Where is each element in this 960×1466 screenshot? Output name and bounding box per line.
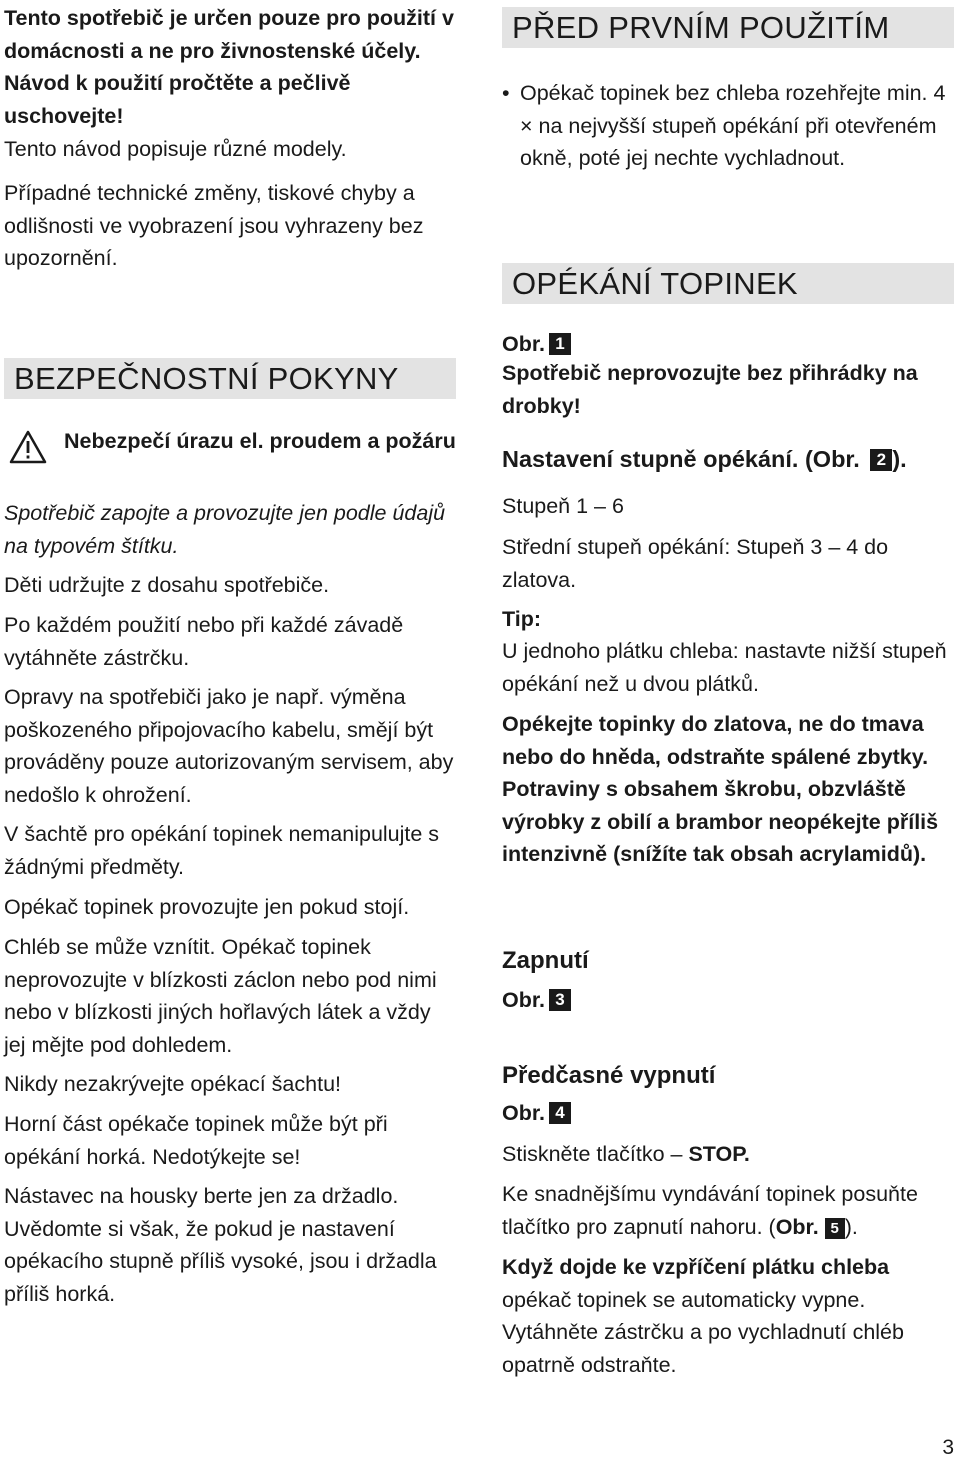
hot-top-note: Horní část opékače topinek může být při opékání horká. Nedotýkejte se! (4, 1112, 388, 1169)
tip-text: U jednoho plátku chleba: nastavte nižší stupeň opékání než u dvou plátků. (502, 639, 947, 696)
figure-number-badge: 4 (549, 1102, 571, 1124)
jam-note (502, 1251, 954, 1381)
crumb-tray-warning: Spotřebič neprovozujte bez přihrádky na drobky! (502, 361, 918, 418)
figure-number-badge: 1 (549, 333, 571, 355)
obr-label: Obr. (775, 1214, 819, 1239)
before-first-use-heading: PŘED PRVNÍM POUŽITÍM (502, 7, 954, 48)
intro-models-note: Tento návod popisuje různé modely. (4, 137, 347, 161)
figure-number-badge: 5 (825, 1218, 845, 1239)
toasting-heading: OPÉKÁNÍ TOPINEK (502, 263, 954, 304)
obr-label: Obr. (502, 1101, 546, 1125)
bun-rack-note: Nástavec na housky berte jen za držadlo. Uvědomte si však, že pokud je nastavení opékacího stupně příliš vysoké, jsou i držadla příliš horká. (4, 1184, 437, 1306)
intro-usage-note: Tento spotřebič je určen pouze pro použití v domácnosti a ne pro živnostenské účely. Návod k použití pročtěte a pečlivě uschovejte! (4, 6, 454, 128)
easy-remove-note (502, 1178, 954, 1243)
early-off-heading: Předčasné vypnutí (502, 1062, 716, 1089)
safety-heading: BEZPEČNOSTNÍ POKYNY (4, 358, 456, 399)
children-note: Děti udržujte z dosahu spotřebiče. (4, 573, 330, 597)
setting-heading-text: Nastavení stupně opékání. (Obr. (502, 446, 860, 472)
figure-number-badge: 3 (549, 989, 571, 1011)
page-number: 3 (942, 1436, 954, 1459)
jam-text: opékač topinek se automaticky vypne. Vytáhněte zástrčku a po vychladnutí chléb opatrně odstraňte. (502, 1287, 904, 1377)
setting-heading (502, 442, 954, 476)
stop-instruction-text: Stiskněte tlačítko – (502, 1142, 683, 1166)
tip-label: Tip: (502, 607, 542, 631)
switch-on-heading: Zapnutí (502, 947, 589, 974)
bread-fire-note: Chléb se může vznítit. Opékač topinek neprovozujte v blízkosti záclon nebo pod nimi nebo v blízkosti jiných hořlavých látek a vždy jej mějte pod dohledem. (4, 935, 437, 1057)
fig1-reference (502, 328, 571, 361)
figure-number-badge: 2 (870, 449, 892, 471)
medium-level-note: Střední stupeň opékání: Stupeň 3 – 4 do zlatova. (502, 535, 889, 592)
fig3-reference (502, 984, 571, 1017)
close-paren: ). (892, 446, 907, 472)
intro-changes-note: Případné technické změny, tiskové chyby a odlišnosti ve vyobrazení jsou vyhrazeny bez upozornění. (4, 181, 424, 270)
unplug-note: Po každém použití nebo při každé závadě vytáhněte zástrčku. (4, 613, 404, 670)
rating-plate-note: Spotřebič zapojte a provozujte jen podle údajů na typovém štítku. (4, 501, 446, 558)
upright-note: Opékač topinek provozujte jen pokud stojí. (4, 895, 410, 919)
stop-instruction (502, 1138, 954, 1171)
obr-label: Obr. (502, 332, 546, 356)
warning-triangle-icon (8, 429, 48, 465)
before-first-use-list (502, 77, 954, 175)
stop-label: STOP. (688, 1142, 750, 1166)
levels-range: Stupeň 1 – 6 (502, 494, 624, 518)
no-objects-note: V šachtě pro opékání topinek nemanipulujte s žádnými předměty. (4, 822, 440, 879)
obr-label: Obr. (502, 988, 546, 1012)
acrylamide-note: Opékejte topinky do zlatova, ne do tmava nebo do hněda, odstraňte spálené zbytky. Potraviny s obsahem škrobu, obzvláště výrobky z obilí a brambor neopékejte příliš intenzivně (snížíte tak obsah acrylamidů). (502, 712, 939, 866)
warning-block (4, 425, 456, 458)
warning-title: Nebezpečí úrazu el. proudem a požáru (64, 429, 456, 453)
repairs-note: Opravy na spotřebiči jako je např. výměna poškozeného připojovacího kabelu, smějí být prováděny pouze autorizovaným servisem, aby nedošlo k ohrožení. (4, 685, 454, 807)
list-item: • Opékač topinek bez chleba rozehřejte min. 4 × na nejvyšší stupeň opékání při otevřeném okně, poté jej nechte vychladnout. (502, 77, 954, 175)
close-paren: ). (844, 1214, 858, 1239)
jam-bold: Když dojde ke vzpříčení plátku chleba (502, 1255, 890, 1279)
no-cover-note: Nikdy nezakrývejte opékací šachtu! (4, 1072, 341, 1096)
easy-remove-text: Ke snadnějšímu vyndávání topinek posuňte tlačítko pro zapnutí nahoru. ( (502, 1182, 918, 1239)
fig4-reference (502, 1097, 571, 1130)
